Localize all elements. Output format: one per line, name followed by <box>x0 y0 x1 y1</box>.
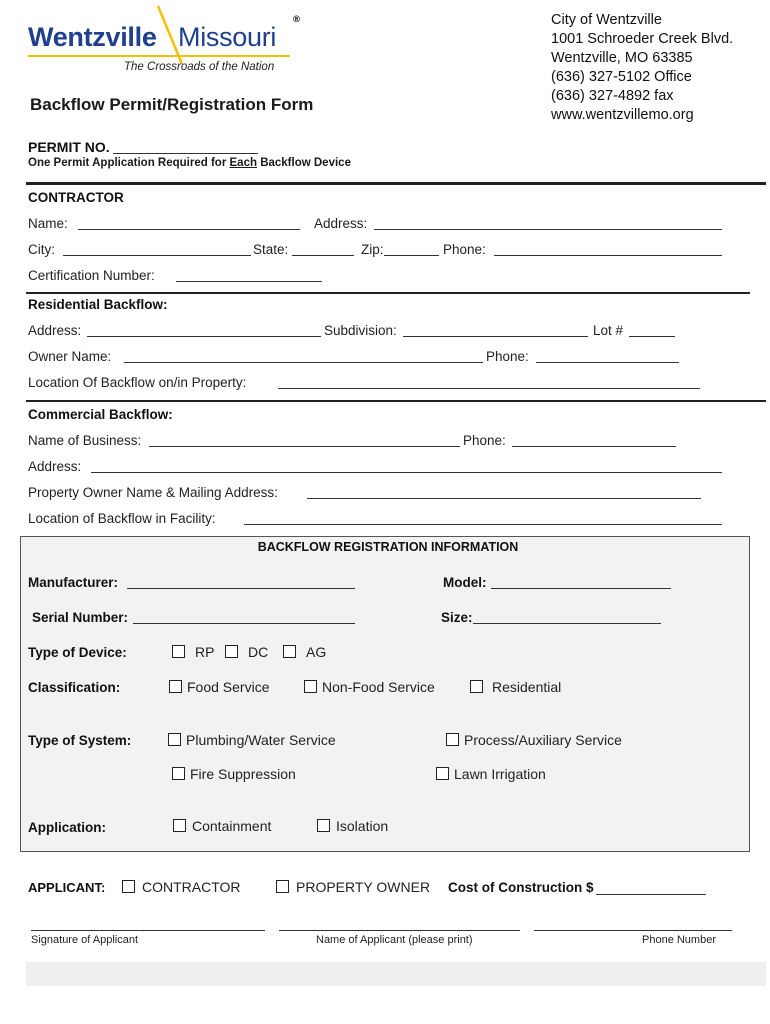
application-label: Application: <box>28 820 106 835</box>
logo-word-missouri: Missouri <box>178 22 277 52</box>
commercial-location-label: Location of Backflow in Facility: <box>28 511 216 526</box>
device-ag-label: AG <box>306 644 327 660</box>
signature-field[interactable] <box>31 930 265 931</box>
contractor-address-field[interactable] <box>374 229 722 230</box>
registration-heading: BACKFLOW REGISTRATION INFORMATION <box>257 540 519 554</box>
residential-checkbox[interactable] <box>470 680 483 693</box>
section-divider <box>26 292 750 294</box>
address-line: City of Wentzville <box>551 12 662 28</box>
address-line: www.wentzvillemo.org <box>551 107 694 123</box>
form-title: Backflow Permit/Registration Form <box>30 95 314 114</box>
commercial-address-label: Address: <box>28 459 82 474</box>
contractor-state-label: State: <box>253 242 289 257</box>
owner-name-label: Owner Name: <box>28 349 112 364</box>
subdivision-label: Subdivision: <box>324 323 397 338</box>
applicant-name-field[interactable] <box>279 930 520 931</box>
commercial-location-field[interactable] <box>244 524 722 525</box>
contractor-name-field[interactable] <box>78 229 300 230</box>
containment-checkbox[interactable] <box>173 819 186 832</box>
permit-note <box>28 157 351 169</box>
fire-suppression-label: Fire Suppression <box>190 766 296 782</box>
serial-number-label: Serial Number: <box>32 610 129 625</box>
phone-number-caption: Phone Number <box>642 934 716 946</box>
contractor-zip-label: Zip: <box>361 242 384 257</box>
manufacturer-field[interactable] <box>127 588 355 589</box>
property-owner-field[interactable] <box>307 498 701 499</box>
logo-word-wentzville: Wentzville <box>28 22 157 52</box>
residential-heading: Residential Backflow: <box>28 297 168 312</box>
classification-label: Classification: <box>28 680 121 695</box>
commercial-address-field[interactable] <box>91 472 722 473</box>
lot-label: Lot # <box>593 323 624 338</box>
applicant-contractor-label: CONTRACTOR <box>142 879 241 895</box>
lawn-irrigation-checkbox[interactable] <box>436 767 449 780</box>
signature-caption: Signature of Applicant <box>31 934 139 946</box>
commercial-heading: Commercial Backflow: <box>28 407 173 422</box>
address-line: 1001 Schroeder Creek Blvd. <box>551 31 734 47</box>
plumbing-checkbox[interactable] <box>168 733 181 746</box>
contractor-phone-field[interactable] <box>494 255 722 256</box>
owner-name-field[interactable] <box>124 362 483 363</box>
process-auxiliary-label: Process/Auxiliary Service <box>464 732 622 748</box>
section-divider <box>26 182 766 185</box>
registered-mark: ® <box>292 15 301 25</box>
business-name-label: Name of Business: <box>28 433 142 448</box>
subdivision-field[interactable] <box>403 336 588 337</box>
section-divider <box>26 400 766 402</box>
device-ag-checkbox[interactable] <box>283 645 296 658</box>
permit-note-emphasis: Each <box>229 157 257 169</box>
applicant-owner-checkbox[interactable] <box>276 880 289 893</box>
contractor-address-label: Address: <box>314 216 368 231</box>
size-label: Size: <box>441 610 473 625</box>
fire-suppression-checkbox[interactable] <box>172 767 185 780</box>
containment-label: Containment <box>192 818 272 834</box>
device-rp-checkbox[interactable] <box>172 645 185 658</box>
model-field[interactable] <box>491 588 671 589</box>
plumbing-label: Plumbing/Water Service <box>186 732 336 748</box>
cost-of-construction-label: Cost of Construction $ <box>448 880 594 895</box>
food-service-label: Food Service <box>187 679 270 695</box>
footer-strip <box>26 962 766 986</box>
address-line: (636) 327-5102 Office <box>551 69 692 85</box>
contractor-name-label: Name: <box>28 216 68 231</box>
applicant-contractor-checkbox[interactable] <box>122 880 135 893</box>
applicant-name-caption: Name of Applicant (please print) <box>316 934 473 946</box>
manufacturer-label: Manufacturer: <box>28 575 119 590</box>
permit-note-text: One Permit Application Required for <box>28 157 230 169</box>
residential-label: Residential <box>492 679 562 695</box>
address-line: (636) 327-4892 fax <box>551 88 674 104</box>
non-food-service-checkbox[interactable] <box>304 680 317 693</box>
logo-underline <box>28 55 290 57</box>
contractor-state-field[interactable] <box>292 255 354 256</box>
contractor-city-label: City: <box>28 242 55 257</box>
serial-number-field[interactable] <box>133 623 355 624</box>
logo-tagline: The Crossroads of the Nation <box>124 61 275 73</box>
lawn-irrigation-label: Lawn Irrigation <box>454 766 546 782</box>
cost-of-construction-field[interactable] <box>596 894 706 895</box>
isolation-checkbox[interactable] <box>317 819 330 832</box>
city-address-block <box>551 11 733 125</box>
applicant-phone-field[interactable] <box>534 930 732 931</box>
commercial-phone-label: Phone: <box>463 433 506 448</box>
residential-address-label: Address: <box>28 323 82 338</box>
permit-number-field[interactable] <box>113 153 258 154</box>
process-auxiliary-checkbox[interactable] <box>446 733 459 746</box>
certification-label: Certification Number: <box>28 268 155 283</box>
type-of-device-label: Type of Device: <box>28 645 127 660</box>
commercial-phone-field[interactable] <box>512 446 676 447</box>
permit-label: PERMIT NO. <box>28 139 110 155</box>
permit-note-text: Backflow Device <box>257 157 351 169</box>
certification-field[interactable] <box>176 281 322 282</box>
device-rp-label: RP <box>195 644 215 660</box>
lot-field[interactable] <box>629 336 675 337</box>
residential-phone-field[interactable] <box>536 362 679 363</box>
contractor-heading: CONTRACTOR <box>28 190 124 205</box>
food-service-checkbox[interactable] <box>169 680 182 693</box>
property-owner-label: Property Owner Name & Mailing Address: <box>28 485 278 500</box>
contractor-zip-field[interactable] <box>384 255 439 256</box>
residential-location-field[interactable] <box>278 388 700 389</box>
business-name-field[interactable] <box>149 446 460 447</box>
type-of-system-label: Type of System: <box>28 733 132 748</box>
isolation-label: Isolation <box>336 818 389 834</box>
residential-location-label: Location Of Backflow on/in Property: <box>28 375 247 390</box>
residential-address-field[interactable] <box>87 336 321 337</box>
address-line: Wentzville, MO 63385 <box>551 50 693 66</box>
non-food-service-label: Non-Food Service <box>322 679 435 695</box>
device-dc-label: DC <box>248 644 269 660</box>
applicant-owner-label: PROPERTY OWNER <box>296 879 431 895</box>
model-label: Model: <box>443 575 487 590</box>
applicant-label: APPLICANT: <box>28 880 106 895</box>
device-dc-checkbox[interactable] <box>225 645 238 658</box>
contractor-city-field[interactable] <box>63 255 251 256</box>
contractor-phone-label: Phone: <box>443 242 486 257</box>
size-field[interactable] <box>473 623 661 624</box>
residential-phone-label: Phone: <box>486 349 529 364</box>
